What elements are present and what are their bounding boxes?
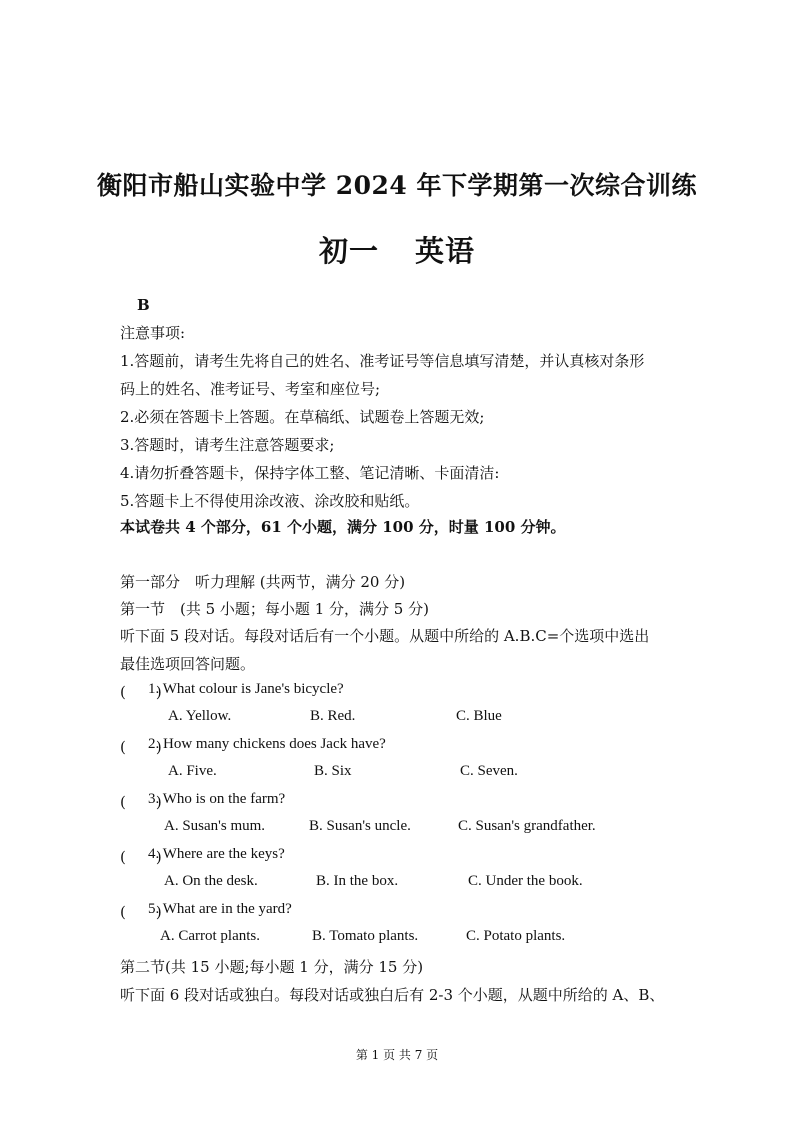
answer-blank: ( )	[120, 683, 162, 701]
option-a: A. On the desk.	[164, 873, 258, 889]
section1-heading: 第一节 (共 5 小题；每小题 1 分，满分 5 分)	[120, 600, 429, 618]
option-b: B. Six	[314, 763, 352, 779]
option-a: A. Carrot plants.	[160, 928, 260, 944]
option-a: A. Five.	[168, 763, 217, 779]
option-c: C. Seven.	[460, 763, 518, 779]
option-c: C. Potato plants.	[466, 928, 566, 944]
exam-subtitle	[0, 229, 794, 270]
option-b: B. Susan's uncle.	[309, 818, 411, 834]
question-text: 3. Who is on the farm?	[148, 791, 286, 807]
question-text: 2. How many chickens does Jack have?	[148, 736, 386, 752]
part1-heading: 第一部分 听力理解 (共两节，满分 20 分)	[120, 573, 406, 591]
section1-instructions: 听下面 5 段对话。每段对话后有一个小题。从题中所给的 A.B.C=个选项中选出	[120, 627, 650, 645]
note-item: 5.答题卡上不得使用涂改液、涂改胶和贴纸。	[120, 492, 420, 510]
note-item: 2.必须在答题卡上答题。在草稿纸、试题卷上答题无效;	[120, 408, 485, 426]
answer-blank: ( )	[120, 793, 162, 811]
notes-heading: 注意事项:	[120, 324, 186, 342]
note-item: 码上的姓名、准考证号、考室和座位号;	[120, 380, 381, 398]
option-b: B. In the box.	[316, 873, 399, 889]
answer-blank: ( )	[120, 738, 162, 756]
question-text: 4. Where are the keys?	[148, 846, 285, 862]
section2-heading: 第二节(共 15 小题;每小题 1 分，满分 15 分)	[120, 958, 424, 976]
exam-summary: 本试卷共 4 个部分，61 个小题，满分 100 分，时量 100 分钟。	[120, 518, 566, 536]
page-footer: 第 1 页 共 7 页	[355, 1048, 439, 1062]
option-a: A. Susan's mum.	[164, 818, 266, 834]
exam-title: 衡阳市船山实验中学 2024 年下学期第一次综合训练	[97, 171, 697, 200]
section2-instructions: 听下面 6 段对话或独白。每段对话或独白后有 2-3 个小题，从题中所给的 A、B、	[120, 986, 665, 1004]
note-item: 1.答题前，请考生先将自己的姓名、准考证号等信息填写清楚，并认真核对条形	[120, 352, 645, 370]
answer-blank: ( )	[120, 848, 162, 866]
option-c: C. Susan's grandfather.	[458, 818, 596, 834]
option-c: C. Under the book.	[468, 873, 583, 889]
option-a: A. Yellow.	[168, 708, 232, 724]
grade-label: 初一	[318, 234, 379, 268]
option-b: B. Tomato plants.	[312, 928, 419, 944]
note-item: 3.答题时，请考生注意答题要求;	[120, 436, 335, 454]
subject-label: 英语	[415, 234, 476, 268]
answer-blank: ( )	[120, 903, 162, 921]
version-label: B	[137, 296, 150, 314]
option-c: C. Blue	[456, 708, 502, 724]
section1-instructions-cont: 最佳选项回答问题。	[120, 655, 256, 673]
question-text: 5. What are in the yard?	[148, 901, 292, 917]
option-b: B. Red.	[310, 708, 356, 724]
question-text: 1. What colour is Jane's bicycle?	[148, 681, 344, 697]
note-item: 4.请勿折叠答题卡，保持字体工整、笔记清晰、卡面清洁:	[120, 464, 500, 482]
